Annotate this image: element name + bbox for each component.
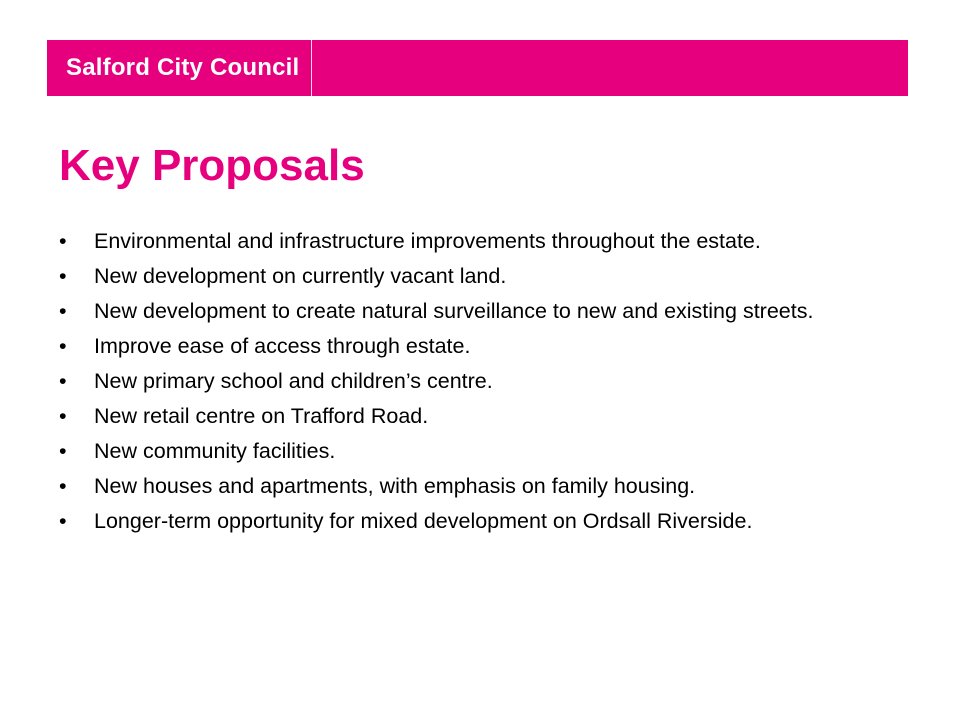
bullet-dot-icon: •	[59, 404, 67, 428]
bullet-dot-icon: •	[59, 439, 67, 463]
bullet-text: Improve ease of access through estate.	[94, 334, 471, 358]
bullet-dot-icon: •	[59, 369, 67, 393]
bullet-text: Longer-term opportunity for mixed development on Ordsall Riverside.	[94, 509, 753, 533]
bullet-item	[59, 473, 849, 499]
council-logo-text: Salford City Council	[47, 40, 312, 96]
bullet-item	[59, 263, 849, 289]
bullet-text: New houses and apartments, with emphasis on family housing.	[94, 474, 696, 498]
bullet-item	[59, 333, 849, 359]
bullet-item	[59, 438, 849, 464]
bullet-text: New retail centre on Trafford Road.	[94, 404, 429, 428]
bullet-item	[59, 368, 849, 394]
bullet-text: New development to create natural surveillance to new and existing streets.	[94, 299, 814, 323]
bullet-text: New primary school and children’s centre.	[94, 369, 493, 393]
bullet-text: Environmental and infrastructure improvements throughout the estate.	[94, 229, 761, 253]
header-banner	[47, 40, 908, 96]
banner-fill	[312, 40, 908, 96]
bullet-dot-icon: •	[59, 509, 67, 533]
bullet-dot-icon: •	[59, 299, 67, 323]
bullet-dot-icon: •	[59, 229, 67, 253]
bullet-item	[59, 403, 849, 429]
bullet-list	[59, 228, 849, 543]
slide-title: Key Proposals	[59, 141, 365, 190]
bullet-item	[59, 298, 849, 324]
bullet-text: New development on currently vacant land.	[94, 264, 507, 288]
bullet-item	[59, 508, 849, 534]
bullet-dot-icon: •	[59, 334, 67, 358]
bullet-item	[59, 228, 849, 254]
bullet-dot-icon: •	[59, 474, 67, 498]
bullet-text: New community facilities.	[94, 439, 336, 463]
bullet-dot-icon: •	[59, 264, 67, 288]
